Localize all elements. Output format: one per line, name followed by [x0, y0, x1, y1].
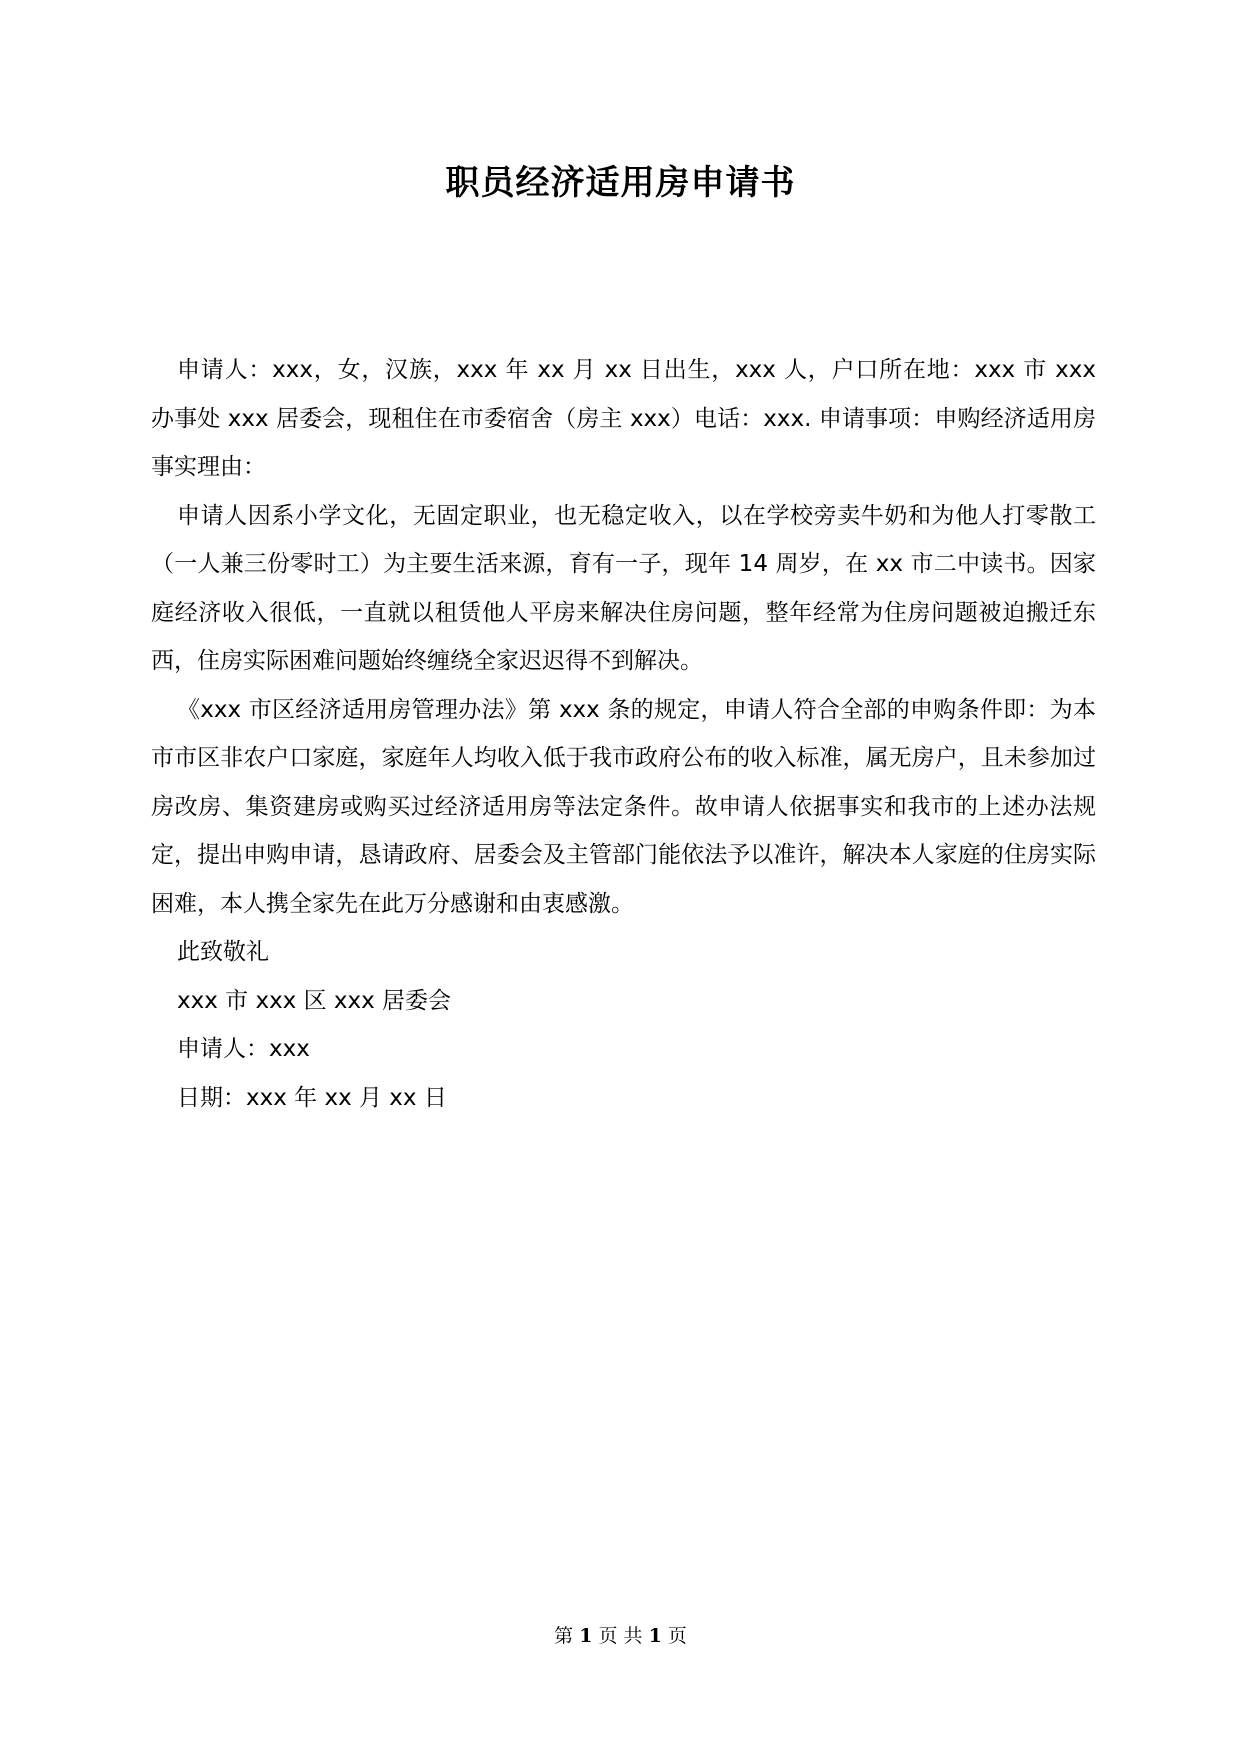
date-line: 日期：xxx 年 xx 月 xx 日 — [177, 1084, 447, 1111]
closing-salutation: 此致敬礼 — [177, 939, 269, 965]
footer-middle: 页 共 — [598, 1625, 643, 1647]
footer-total-pages: 1 — [648, 1625, 662, 1647]
applicant-signature: 申请人：xxx — [177, 1036, 310, 1062]
paragraph-applicant-info: 申请人：xxx，女，汉族，xxx 年 xx 月 xx 日出生，xxx 人，户口所在地：xxx 市 xxx 办事处 xxx 居委会，现租住在市委宿舍（房主 xxx）电话：xxx. 申请事项：申购经济适用房事实理由： — [151, 357, 1096, 480]
footer-prefix: 第 — [554, 1625, 574, 1647]
document-body — [151, 346, 1096, 1122]
recipient-line: xxx 市 xxx 区 xxx 居委会 — [177, 987, 452, 1014]
footer-suffix: 页 — [667, 1625, 687, 1647]
footer-current-page: 1 — [579, 1625, 593, 1647]
document-title: 职员经济适用房申请书 — [445, 163, 796, 203]
paragraph-reasons: 申请人因系小学文化，无固定职业，也无稳定收入，以在学校旁卖牛奶和为他人打零散工（一人兼三份零时工）为主要生活来源，育有一子，现年 14 周岁，在 xx 市二中读书。因家庭经济收入很低，一直就以租赁他人平房来解决住房问题，整年经常为住房问题被迫搬迁东西，住房实际困难问题始终缠绕全家迟迟得不到解决。 — [151, 502, 1096, 674]
paragraph-regulation: 《xxx 市区经济适用房管理办法》第 xxx 条的规定，申请人符合全部的申购条件即：为本市市区非农户口家庭，家庭年人均收入低于我市政府公布的收入标准，属无房户，且未参加过房改房、集资建房或购买过经济适用房等法定条件。故申请人依据事实和我市的上述办法规定，提出申购申请，恳请政府、居委会及主管部门能依法予以准许，解决本人家庭的住房实际困难，本人携全家先在此万分感谢和由衷感激。 — [151, 696, 1096, 917]
page-footer — [0, 1622, 1241, 1650]
